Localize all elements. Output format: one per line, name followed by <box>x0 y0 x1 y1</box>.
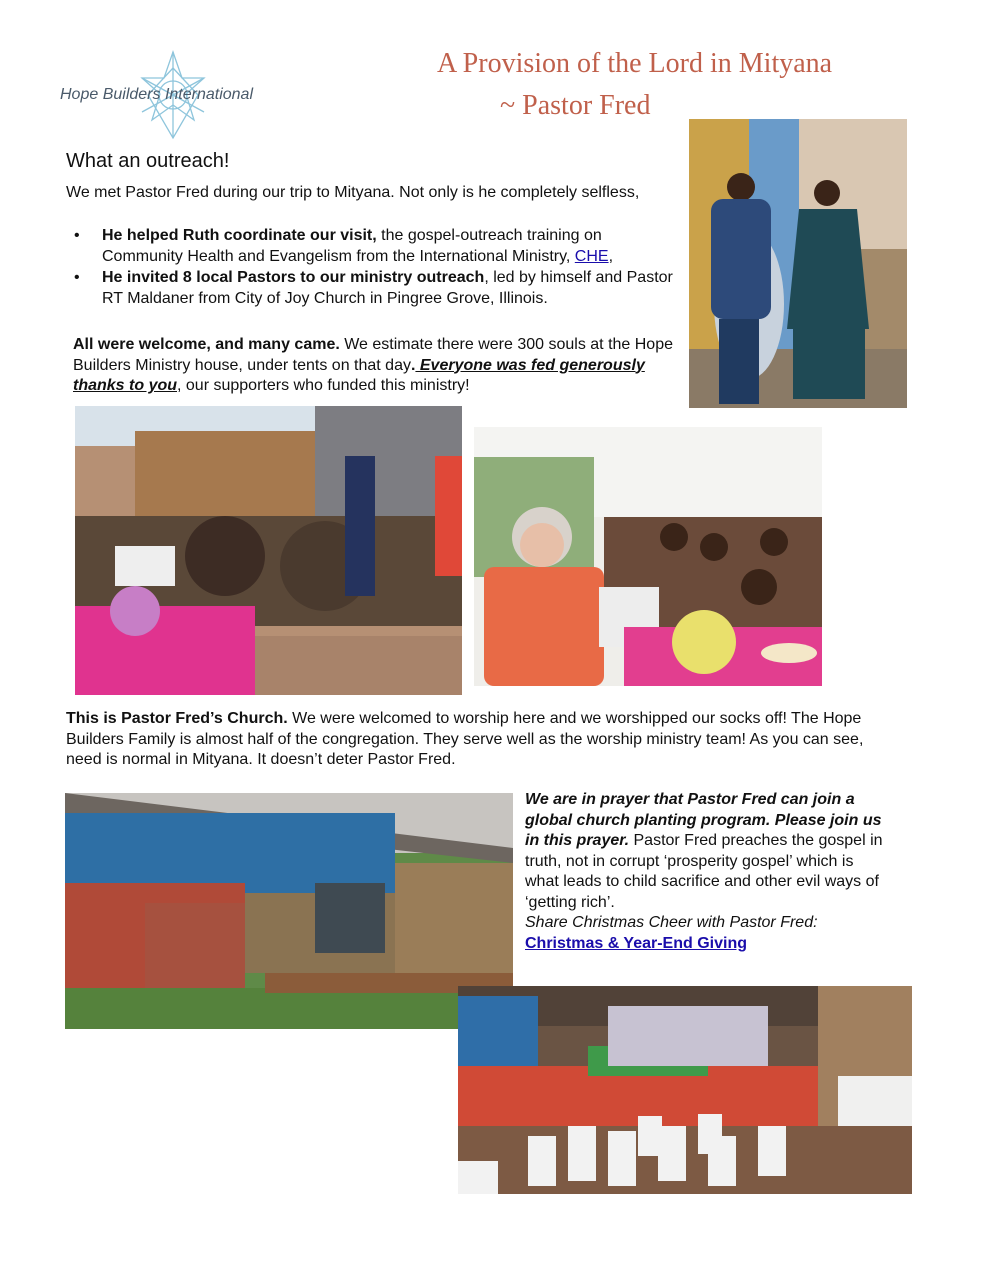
prayer-paragraph <box>525 790 885 954</box>
bullet-list <box>66 226 676 310</box>
welcome-bold: All were welcome, and many came. <box>73 336 340 353</box>
photo-outreach-crowd <box>75 406 462 695</box>
fed-generously-text: Everyone was fed generously thanks to you <box>73 356 645 394</box>
logo-text: Hope Builders International <box>60 86 254 103</box>
prayer-text: Pastor Fred preaches the gospel in truth, not in corrupt ‘prosperity gospel’ which is what leads to child sacrifice and other evil ways of ‘getting rich’. <box>525 832 883 911</box>
photo-pastor-fred-couple <box>689 119 907 408</box>
bullet-text: , led by himself and Pastor RT Maldaner from City of Joy Church in Pingree Grove, Illinois. <box>102 269 673 307</box>
welcome-dot: . <box>410 356 416 374</box>
share-christmas-text: Share Christmas Cheer with Pastor Fred: <box>525 914 818 931</box>
fed-end-text: , our supporters who funded this ministry! <box>177 377 470 394</box>
section-heading: What an outreach! <box>66 150 230 172</box>
bullet-punct: , <box>608 247 614 265</box>
photo-church-interior <box>458 986 912 1194</box>
list-item <box>66 226 676 267</box>
photo-church-exterior <box>65 793 513 1029</box>
photo-tent-guests <box>474 427 822 686</box>
intro-paragraph: We met Pastor Fred during our trip to Mityana. Not only is he completely selfless, <box>66 184 640 201</box>
bullet-text: the gospel-outreach training on Community Health and Evangelism from the International Ministry, <box>102 227 602 265</box>
bullet-bold: He helped Ruth coordinate our visit, <box>102 227 377 244</box>
welcome-text: We estimate there were 300 souls at the Hope Builders Ministry house, under tents on that day <box>73 336 673 374</box>
list-item <box>66 268 676 309</box>
church-text: We were welcomed to worship here and we worshipped our socks off! The Hope Builders Family is almost half of the congregation. They serve well as the worship ministry team! As you can see, need is normal in Mityana. It doesn’t deter Pastor Fred. <box>66 710 864 768</box>
church-bold: This is Pastor Fred’s Church. <box>66 710 288 727</box>
welcome-paragraph <box>73 335 673 397</box>
che-link[interactable]: CHE <box>574 247 609 265</box>
page-subtitle: ~ Pastor Fred <box>500 90 651 121</box>
page-title: A Provision of the Lord in Mityana <box>437 48 833 79</box>
prayer-bold-italic: We are in prayer that Pastor Fred can join a global church planting program. Please join us in this prayer. <box>525 791 882 849</box>
christmas-giving-link[interactable]: Christmas & Year-End Giving <box>525 934 747 952</box>
bullet-bold: He invited 8 local Pastors to our ministry outreach <box>102 269 485 286</box>
church-paragraph <box>66 709 886 771</box>
logo <box>60 48 300 143</box>
